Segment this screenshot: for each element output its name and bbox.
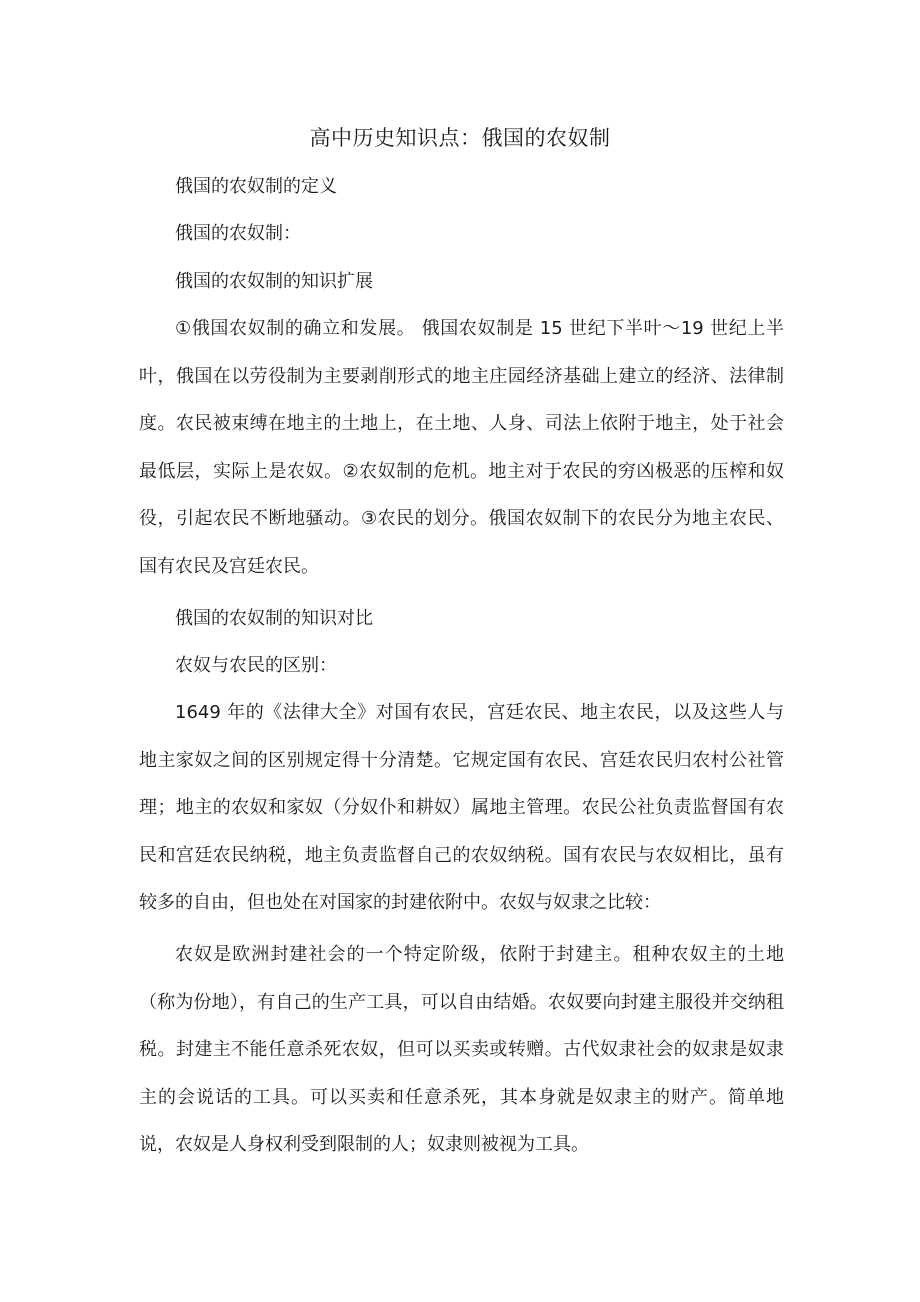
page-title: 高中历史知识点：俄国的农奴制 [309,126,611,150]
paragraph-extension: ①俄国农奴制的确立和发展。 俄国农奴制是 15 世纪下半叶～19 世纪上半叶，俄国在以劳役制为主要剥削形式的地主庄园经济基础上建立的经济、法律制度。农民被束缚在地主的土地上，在土地、人身、司法上依附于地主，处于社会最低层，实际上是农奴。②农奴制的危机。地主对于农民的穷凶极恶的压榨和奴役，引起农民不断地骚动。③农民的划分。俄国农奴制下的农民分为地主农民、国有农民及宫廷农民。 [139,318,784,577]
heading-serfdom: 俄国的农奴制： [175,223,301,244]
heading-extension: 俄国的农奴制的知识扩展 [175,271,373,292]
paragraph-slave-comparison: 农奴是欧洲封建社会的一个特定阶级，依附于封建主。租种农奴主的土地（称为份地），有自己的生产工具，可以自由结婚。农奴要向封建主服役并交纳租税。封建主不能任意杀死农奴，但可以买卖或转赠。古代奴隶社会的奴隶是奴隶主的会说话的工具。可以买卖和任意杀死，其本身就是奴隶主的财产。简单地说，农奴是人身权利受到限制的人；奴隶则被视为工具。 [139,944,784,1155]
heading-difference: 农奴与农民的区别： [175,655,337,676]
paragraph-1649: 1649 年的《法律大全》对国有农民，宫廷农民、地主农民，以及这些人与地主家奴之间的区别规定得十分清楚。它规定国有农民、宫廷农民归农村公社管理；地主的农奴和家奴（分奴仆和耕奴）属地主管理。农民公社负责监督国有农民和宫廷农民纳税，地主负责监督自己的农奴纳税。国有农民与农奴相比，虽有较多的自由，但也处在对国家的封建依附中。农奴与奴隶之比较： [139,702,784,913]
heading-comparison: 俄国的农奴制的知识对比 [175,608,373,629]
heading-definition: 俄国的农奴制的定义 [175,176,337,197]
